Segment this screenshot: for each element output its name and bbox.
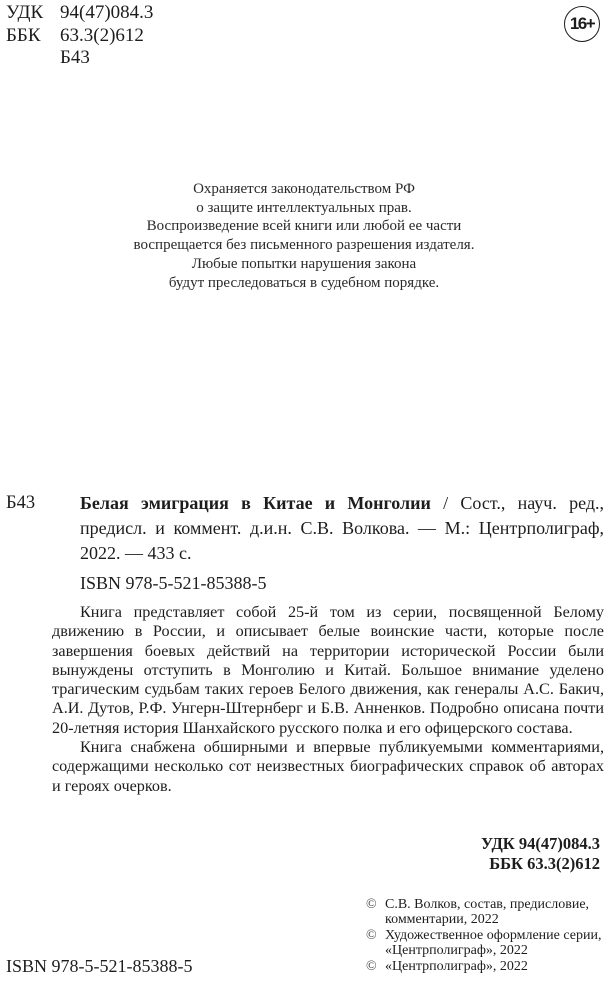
notice-line: о защите интеллектуальных прав.	[196, 199, 412, 216]
bbk-right: ББК 63.3(2)612	[489, 854, 600, 873]
bbk-label: ББК	[6, 24, 41, 46]
udk-right: УДК 94(47)084.3	[481, 834, 600, 853]
copyright-list	[366, 897, 606, 974]
annotation	[52, 603, 604, 796]
copyright-item	[366, 897, 606, 928]
bibliographic-entry	[80, 491, 604, 566]
udk-label: УДК	[6, 2, 44, 23]
author-mark-row	[6, 47, 153, 70]
notice-line: Любые попытки нарушения закона	[191, 255, 417, 272]
copyright-notice	[0, 180, 608, 292]
copyright-text: «Центрполиграф», 2022	[385, 958, 528, 974]
annotation-paragraph: Книга снабжена обширными и впервые публикуемыми комментариями, содержащими несколько сот неизвестных биографических справок об авторах и героях очерков.	[52, 738, 604, 795]
isbn-footer: ISBN 978-5-521-85388-5	[6, 956, 193, 976]
book-title: Белая эмиграция в Китае и Монголии	[80, 493, 431, 513]
copyright-item	[366, 928, 606, 959]
age-rating-text: 16+	[569, 14, 595, 33]
classification-block	[6, 2, 153, 70]
bbk-row	[6, 25, 153, 48]
copyright-item	[366, 959, 606, 974]
udk-value: 94(47)084.3	[60, 2, 154, 23]
classification-right	[481, 834, 600, 874]
copyright-icon: ©	[366, 897, 377, 912]
annotation-paragraph: Книга представляет собой 25-й том из серии, посвященной Белому движению в России, и описывает белые воинские части, которые после завершения боевых действий на территории исторической России были вынуждены отступить в Монголию и Китай. Большое внимание уделено трагическим судьбам таких героев Белого движения, как генералы А.С. Бакич, А.И. Дутов, Р.Ф. Унгерн-Штернберг и Б.В. Анненков. Подробно описана почти 20-летняя история Шанхайского русского полка и его офицерского состава.	[52, 603, 604, 737]
author-mark-label	[6, 47, 60, 70]
copyright-text: Художественное оформление серии, «Центрполиграф», 2022	[385, 927, 602, 959]
age-rating-badge	[564, 6, 600, 42]
copyright-icon: ©	[366, 958, 377, 974]
notice-line: будут преследоваться в судебном порядке.	[168, 274, 440, 291]
bibliographic-details: / Сост., науч. ред., предисл. и коммент. д.и.н. С.В. Волкова. — М.: Центрполиграф, 2022. — 433 с.	[80, 493, 604, 563]
author-mark-value: Б43	[60, 47, 90, 68]
author-code: Б43	[6, 493, 36, 513]
isbn: ISBN 978-5-521-85388-5	[80, 573, 267, 593]
notice-line: воспрещается без письменного разрешения издателя.	[133, 237, 475, 254]
bbk-value: 63.3(2)612	[60, 24, 144, 46]
udk-row	[6, 2, 153, 25]
copyright-icon: ©	[366, 927, 377, 943]
notice-line: Воспроизведение всей книги или любой ее части	[146, 218, 462, 235]
notice-line: Охраняется законодательством РФ	[193, 181, 415, 197]
copyright-text: С.В. Волков, состав, предисловие, комментарии, 2022	[385, 897, 590, 928]
